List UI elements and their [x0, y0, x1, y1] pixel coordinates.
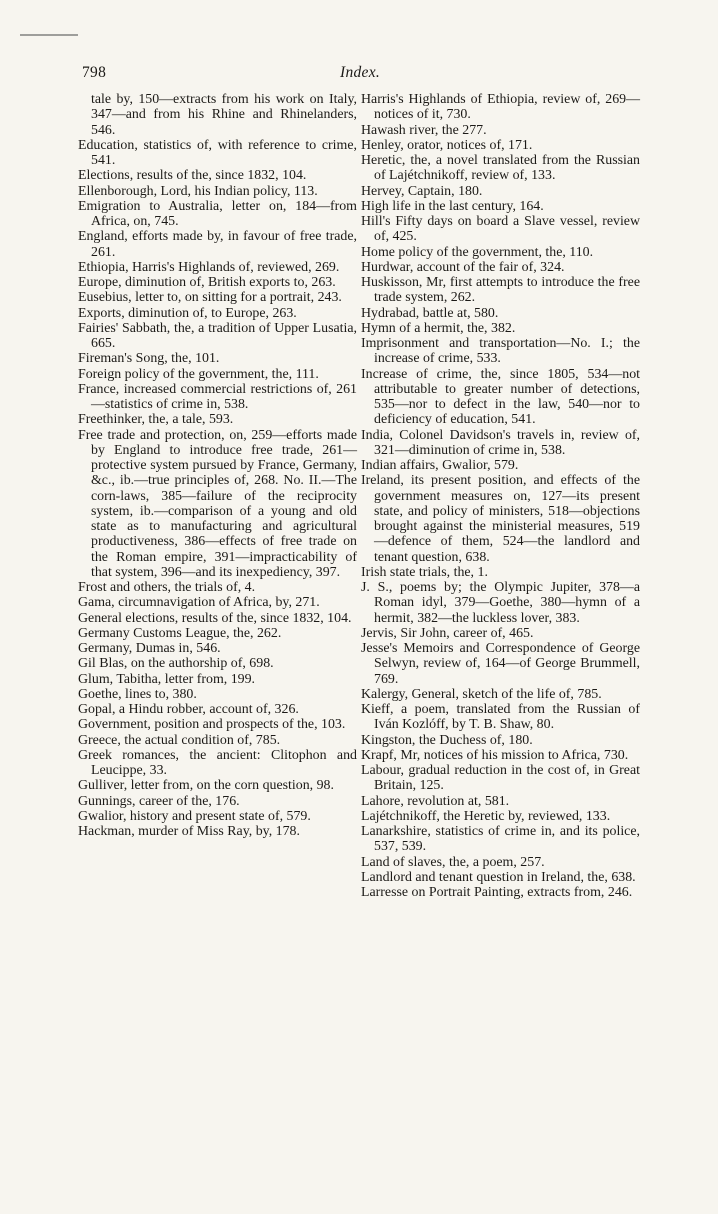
index-entry: France, increased commercial restrictions of, 261—statistics of crime in, 538.	[78, 381, 357, 412]
index-entry: Kieff, a poem, translated from the Russian of Iván Kozlóff, by T. B. Shaw, 80.	[361, 702, 640, 733]
index-entry: Imprisonment and transportation—No. I.; the increase of crime, 533.	[361, 336, 640, 367]
index-entry: Ethiopia, Harris's Highlands of, reviewed, 269.	[78, 259, 340, 275]
index-entry: Frost and others, the trials of, 4.	[78, 580, 256, 595]
index-entry: Foreign policy of the government, the, 111.	[78, 366, 319, 382]
index-entry: Hurdwar, account of the fair of, 324.	[361, 259, 565, 275]
index-entry: Goethe, lines to, 380.	[78, 686, 197, 702]
index-entry: Gama, circumnavigation of Africa, by, 271.	[78, 595, 320, 611]
index-column-left	[78, 92, 357, 839]
page-number: 798	[82, 64, 107, 81]
running-head: Index.	[340, 64, 381, 81]
index-entry: Land of slaves, the, a poem, 257.	[361, 854, 545, 870]
index-entry: Irish state trials, the, 1.	[361, 564, 488, 580]
index-entry: Jervis, Sir John, career of, 465.	[361, 625, 534, 641]
index-entry: Germany Customs League, the, 262.	[78, 625, 282, 641]
index-entry: Exports, diminution of, to Europe, 263.	[78, 305, 297, 321]
index-entry: Kingston, the Duchess of, 180.	[361, 732, 533, 748]
index-entry: Indian affairs, Gwalior, 579.	[361, 458, 519, 473]
index-entry: Lajétchnikoff, the Heretic by, reviewed, 133.	[361, 808, 611, 824]
index-entry: Freethinker, the, a tale, 593.	[78, 412, 234, 428]
index-entry: Henley, orator, notices of, 171.	[361, 137, 533, 153]
index-entry: Heretic, the, a novel translated from the Russian of Lajétchnikoff, review of, 133.	[361, 153, 640, 184]
index-entry: Hawash river, the 277.	[361, 122, 487, 138]
index-entry: Free trade and protection, on, 259—efforts made by England to introduce free trade, 261—protective system pursued by France, Germany, &c., ib.—true principles of, 268. No. II.—The corn-laws, 385—failure of the reciprocity system, ib.—comparison of a young and old state as to manufacturing and agricultural productiveness, 386—effects of free trade on the Roman empire, 391—impracticability of that system, 396—and its inexpediency, 397.	[78, 427, 357, 580]
index-entry: Gulliver, letter from, on the corn question, 98.	[78, 778, 334, 794]
index-entry: Gopal, a Hindu robber, account of, 326.	[78, 702, 299, 717]
index-entry: Hervey, Captain, 180.	[361, 183, 483, 199]
index-entry: Hill's Fifty days on board a Slave vessel, review of, 425.	[361, 214, 640, 245]
index-entry: High life in the last century, 164.	[361, 198, 544, 214]
index-entry: Elections, results of the, since 1832, 104.	[78, 168, 307, 184]
index-entry: Huskisson, Mr, first attempts to introduce the free trade system, 262.	[361, 275, 640, 306]
index-entry: Jesse's Memoirs and Correspondence of George Selwyn, review of, 164—of George Brummell, 769.	[361, 641, 640, 687]
index-entry: Fairies' Sabbath, the, a tradition of Upper Lusatia, 665.	[78, 320, 357, 351]
index-entry: J. S., poems by; the Olympic Jupiter, 378—a Roman idyl, 379—Goethe, 380—hymn of a hermit, 382—the luckless lover, 383.	[361, 580, 640, 626]
scan-edge-mark	[20, 34, 78, 36]
index-entry: Gil Blas, on the authorship of, 698.	[78, 656, 274, 672]
index-entry: Glum, Tabitha, letter from, 199.	[78, 671, 255, 687]
index-entry: Hymn of a hermit, the, 382.	[361, 320, 516, 336]
index-entry: Krapf, Mr, notices of his mission to Africa, 730.	[361, 747, 629, 763]
index-entry: Europe, diminution of, British exports to, 263.	[78, 275, 336, 290]
index-entry: Increase of crime, the, since 1805, 534—not attributable to greater number of detections, 535—nor to defect in the law, 540—nor to deficiency of education, 541.	[361, 366, 640, 428]
index-entry: Labour, gradual reduction in the cost of, in Great Britain, 125.	[361, 763, 640, 794]
index-entry: Greece, the actual condition of, 785.	[78, 732, 281, 748]
index-entry: Hackman, murder of Miss Ray, by, 178.	[78, 824, 300, 839]
index-entry: Gwalior, history and present state of, 579.	[78, 808, 311, 824]
index-entry: Landlord and tenant question in Ireland, the, 638.	[361, 869, 636, 885]
index-entry: Gunnings, career of the, 176.	[78, 793, 240, 809]
index-entry: Kalergy, General, sketch of the life of, 785.	[361, 686, 602, 702]
index-entry: Ireland, its present position, and effects of the government measures on, 127—its present state, and policy of ministers, 518—objections brought against the ministerial measures, 519—defence of them, 524—the landlord and tenant question, 638.	[361, 473, 640, 565]
index-entry: Government, position and prospects of the, 103.	[78, 717, 346, 733]
index-entry: Eusebius, letter to, on sitting for a portrait, 243.	[78, 290, 342, 306]
index-entry: Fireman's Song, the, 101.	[78, 351, 220, 367]
index-entry: Hydrabad, battle at, 580.	[361, 305, 499, 321]
page-header	[82, 64, 642, 88]
index-column-right	[361, 92, 640, 900]
index-entry: Lanarkshire, statistics of crime in, and its police, 537, 539.	[361, 824, 640, 855]
index-entry: Education, statistics of, with reference to crime, 541.	[78, 137, 357, 168]
index-entry: India, Colonel Davidson's travels in, review of, 321—diminution of crime in, 538.	[361, 427, 640, 458]
index-entry: Lahore, revolution at, 581.	[361, 793, 510, 809]
index-entry: Greek romances, the ancient: Clitophon and Leucippe, 33.	[78, 747, 357, 778]
index-entry: General elections, results of the, since 1832, 104.	[78, 610, 352, 626]
index-entry: Larresse on Portrait Painting, extracts from, 246.	[361, 885, 633, 900]
index-entry: Germany, Dumas in, 546.	[78, 641, 221, 656]
index-entry: Harris's Highlands of Ethiopia, review of, 269—notices of it, 730.	[361, 92, 640, 123]
index-entry: Emigration to Australia, letter on, 184—from Africa, on, 745.	[78, 198, 357, 229]
index-entry: tale by, 150—extracts from his work on Italy, 347—and from his Rhine and Rhinelanders, 546.	[91, 92, 357, 138]
index-entry: England, efforts made by, in favour of free trade, 261.	[78, 229, 357, 260]
index-entry: Ellenborough, Lord, his Indian policy, 113.	[78, 183, 318, 199]
index-entry: Home policy of the government, the, 110.	[361, 244, 594, 260]
